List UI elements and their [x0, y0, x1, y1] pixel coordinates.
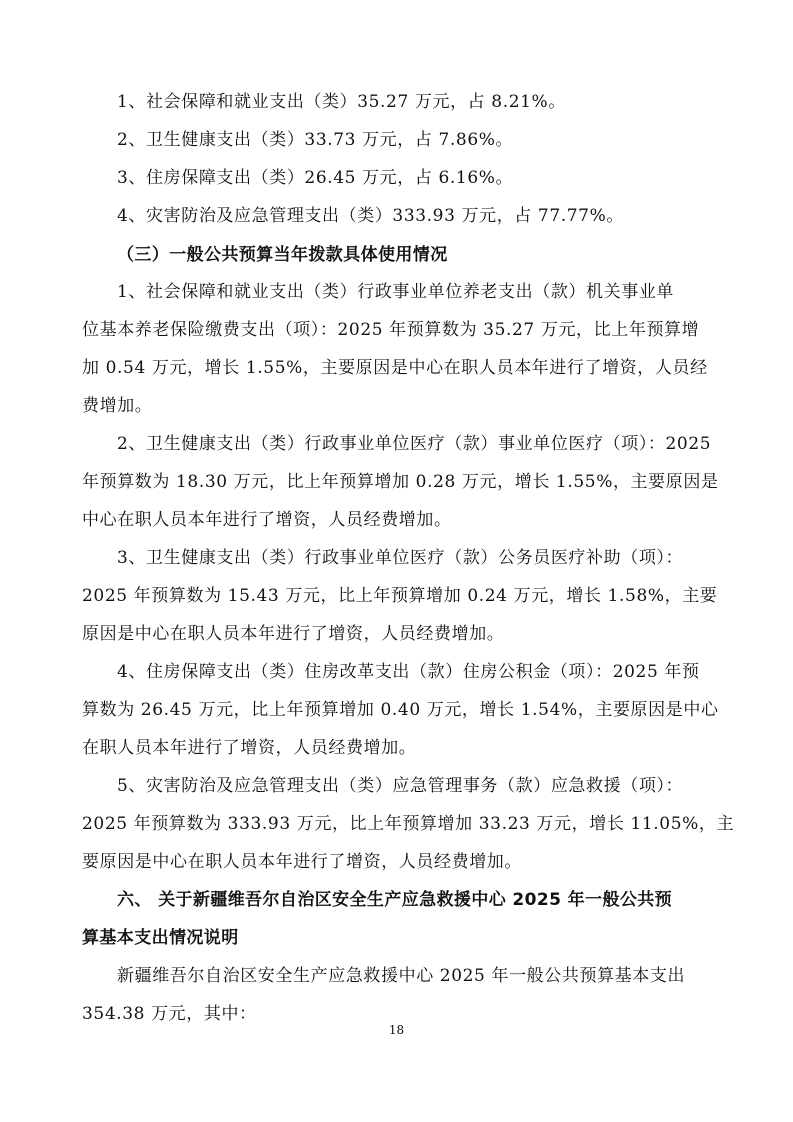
section-heading-6-cont: 算基本支出情况说明 [82, 928, 239, 948]
section-heading-3: （三）一般公共预算当年拨款具体使用情况 [117, 245, 448, 265]
body-line-9: 费增加。 [82, 396, 153, 416]
body-line-20: 2025 年预算数为 333.93 万元，比上年预算增加 33.23 万元，增长 11.05%，主 [82, 814, 735, 834]
body-line-10: 2、卫生健康支出（类）行政事业单位医疗（款）事业单位医疗（项）：2025 [117, 434, 712, 454]
page-number: 18 [388, 1023, 405, 1037]
body-line-24: 新疆维吾尔自治区安全生产应急救援中心 2025 年一般公共预算基本支出 [117, 966, 686, 986]
body-line-15: 原因是中心在职人员本年进行了增资，人员经费增加。 [82, 624, 505, 644]
body-line-16: 4、住房保障支出（类）住房改革支出（款）住房公积金（项）：2025 年预 [117, 662, 700, 682]
body-line-18: 在职人员本年进行了增资，人员经费增加。 [82, 738, 417, 758]
body-line-4: 4、灾害防治及应急管理支出（类）333.93 万元，占 77.77%。 [117, 206, 624, 226]
body-line-21: 要原因是中心在职人员本年进行了增资，人员经费增加。 [82, 852, 522, 872]
body-line-7: 位基本养老保险缴费支出（项）：2025 年预算数为 35.27 万元，比上年预算增 [82, 320, 700, 340]
body-line-14: 2025 年预算数为 15.43 万元，比上年预算增加 0.24 万元，增长 1.58%，主要 [82, 586, 718, 606]
body-line-17: 算数为 26.45 万元，比上年预算增加 0.40 万元，增长 1.54%，主要原因是中心 [82, 700, 719, 720]
body-line-19: 5、灾害防治及应急管理支出（类）应急管理事务（款）应急救援（项）： [117, 776, 684, 796]
body-line-13: 3、卫生健康支出（类）行政事业单位医疗（款）公务员医疗补助（项）： [117, 548, 684, 568]
body-line-3: 3、住房保障支出（类）26.45 万元，占 6.16%。 [117, 168, 514, 188]
section-heading-6: 六、 关于新疆维吾尔自治区安全生产应急救援中心 2025 年一般公共预 [117, 890, 673, 910]
body-line-1: 1、社会保障和就业支出（类）35.27 万元，占 8.21%。 [117, 92, 566, 112]
body-line-11: 年预算数为 18.30 万元，比上年预算增加 0.28 万元，增长 1.55%，主要原因是 [82, 472, 719, 492]
body-line-12: 中心在职人员本年进行了增资，人员经费增加。 [82, 510, 452, 530]
body-line-8: 加 0.54 万元，增长 1.55%，主要原因是中心在职人员本年进行了增资，人员经 [82, 358, 708, 378]
body-line-6: 1、社会保障和就业支出（类）行政事业单位养老支出（款）机关事业单 [117, 282, 675, 302]
body-line-25: 354.38 万元，其中： [82, 1004, 257, 1024]
body-line-2: 2、卫生健康支出（类）33.73 万元，占 7.86%。 [117, 130, 514, 150]
